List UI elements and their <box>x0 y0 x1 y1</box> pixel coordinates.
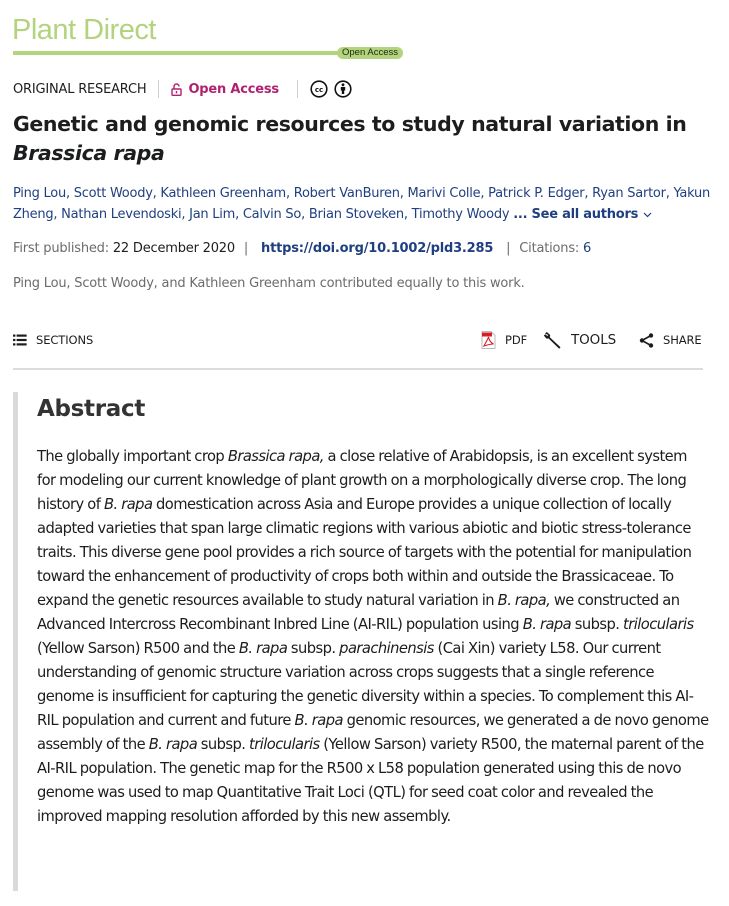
abstract-text-segment: (Yellow Sarson) R500 and the <box>37 640 239 657</box>
author-separator: , <box>181 207 190 222</box>
author-link[interactable]: Patrick P. Edger <box>488 186 585 201</box>
abstract-text-segment: domestication across Asia and Europe provides a unique collection of locally adapted varieties that span large climatic regions with various abiotic and biotic stress-tolerance traits. This diverse gene pool provides a rich source of targets with the potential for manipulation toward the enhancement of productivity of crops both within and outside the Brassicaceae. To expand the genetic resources available to study natural variation in <box>37 496 692 609</box>
pdf-button[interactable] <box>481 328 527 352</box>
chevron-down-icon[interactable] <box>643 212 652 218</box>
author-separator: , <box>66 186 74 201</box>
toolbar-divider <box>13 368 703 370</box>
author-separator: , <box>480 186 489 201</box>
abstract-italic-term: trilocularis <box>249 736 320 753</box>
divider <box>158 80 159 98</box>
author-separator: , <box>285 186 294 201</box>
sections-label: SECTIONS <box>36 333 94 347</box>
abstract-text-segment: (Cai Xin) variety L58. Our current understanding of genomic structure variation across crops suggests that a single reference genome is insufficient for capturing the genetic diversity within a species. To complement this AI-RIL population and current and future <box>37 640 694 729</box>
wrench-icon <box>543 331 562 350</box>
author-link[interactable]: Ping Lou <box>13 186 66 201</box>
creative-commons-icon[interactable] <box>310 80 328 98</box>
author-separator: , <box>152 186 161 201</box>
abstract-text <box>37 445 709 829</box>
tools-label: TOOLS <box>571 332 617 348</box>
abstract-text-segment: (Yellow Sarson) variety R500, the maternal parent of the AI-RIL population. The genetic map for the R500 x L58 population generated using this de novo genome was used to map Quantitative Trait Loci (QTL) for seed coat color and revealed the improved mapping resolution afforded by this new assembly. <box>37 736 704 825</box>
list-icon <box>13 334 27 346</box>
author-link[interactable]: Nathan Levendoski <box>61 207 182 222</box>
first-published-date: 22 December 2020 <box>112 241 235 256</box>
svg-text:cc: cc <box>314 85 324 94</box>
abstract-section <box>13 392 709 891</box>
pdf-label: PDF <box>505 333 528 347</box>
abstract-text-segment: a close relative of Arabidopsis, is an excellent system for modeling our current knowledge of plant growth on a morphologically diverse crop. The long history of <box>37 448 687 513</box>
abstract-italic-term: B. rapa <box>148 736 198 753</box>
abstract-italic-term: B. rapa, <box>497 592 551 609</box>
open-access-label: Open Access <box>188 81 279 97</box>
abstract-text-segment: genomic resources, we generated a de novo genome assembly of the <box>37 712 709 753</box>
divider <box>297 80 298 98</box>
journal-banner[interactable] <box>12 12 404 62</box>
abstract-italic-term: parachinensis <box>339 640 434 657</box>
author-link[interactable]: Calvin So <box>242 207 302 222</box>
abstract-heading: Abstract <box>37 396 146 422</box>
abstract-italic-term: B. rapa <box>522 616 572 633</box>
author-separator: , <box>235 207 243 222</box>
article-title-species: Brassica rapa <box>13 141 165 165</box>
author-link[interactable]: Kathleen Greenham <box>160 186 286 201</box>
author-link[interactable]: Jan Lim <box>189 207 236 222</box>
doi-link[interactable]: https://doi.org/10.1002/pld3.285 <box>261 241 494 256</box>
author-separator: , <box>399 186 408 201</box>
author-separator: , <box>584 186 593 201</box>
pdf-file-icon <box>481 331 496 349</box>
abstract-italic-term: B. rapa <box>103 496 153 513</box>
author-list <box>13 183 718 225</box>
open-access-link[interactable] <box>171 82 279 97</box>
attribution-icon[interactable] <box>334 80 352 98</box>
article-title <box>13 110 713 168</box>
see-all-authors-button[interactable]: ... See all authors <box>513 207 639 222</box>
contribution-note: Ping Lou, Scott Woody, and Kathleen Greenham contributed equally to this work. <box>13 276 525 291</box>
open-access-badge: Open Access <box>337 47 403 59</box>
first-published-label: First published: <box>13 241 109 256</box>
abstract-italic-term: B. rapa <box>294 712 343 729</box>
divider: | <box>243 241 249 256</box>
divider: | <box>506 241 511 256</box>
publication-info <box>13 239 591 259</box>
share-label: SHARE <box>663 333 702 347</box>
abstract-text-segment: we constructed an Advanced Intercross Recombinant Inbred Line (AI-RIL) population using <box>37 592 680 633</box>
author-link[interactable]: Marivi Colle <box>407 186 481 201</box>
abstract-text-segment: subsp. <box>287 640 340 657</box>
author-link[interactable]: Brian Stoveken <box>308 207 404 222</box>
author-link[interactable]: Timothy Woody <box>411 207 510 222</box>
abstract-text-segment: subsp. <box>571 616 624 633</box>
share-icon <box>639 333 654 348</box>
share-button[interactable] <box>639 328 702 352</box>
author-link[interactable]: Robert VanBuren <box>293 186 400 201</box>
sections-button[interactable] <box>13 328 93 352</box>
citations-count-link[interactable]: 6 <box>583 241 592 256</box>
banner-rule <box>13 51 343 55</box>
article-title-main: Genetic and genomic resources to study natural variation in <box>13 112 687 136</box>
license-icons[interactable] <box>310 80 352 98</box>
article-type: ORIGINAL RESEARCH <box>13 81 147 97</box>
tools-button[interactable] <box>543 328 616 352</box>
abstract-italic-term: trilocularis <box>623 616 694 633</box>
author-separator: , <box>403 207 412 222</box>
abstract-italic-term: Brassica rapa, <box>227 448 324 465</box>
author-link[interactable]: Scott Woody <box>73 186 153 201</box>
citations-label: Citations: <box>519 241 580 256</box>
author-link[interactable]: Yakun Zheng <box>13 186 710 222</box>
author-separator: , <box>665 186 674 201</box>
author-separator: , <box>301 207 309 222</box>
unlock-icon <box>171 83 182 96</box>
article-toolbar <box>13 328 703 352</box>
abstract-text-segment: The globally important crop <box>37 448 228 465</box>
journal-title[interactable]: Plant Direct <box>12 14 156 46</box>
abstract-italic-term: B. rapa <box>238 640 288 657</box>
abstract-text-segment: subsp. <box>197 736 250 753</box>
author-link[interactable]: Ryan Sartor <box>592 186 666 201</box>
author-separator: , <box>53 207 62 222</box>
article-meta-row <box>13 78 352 100</box>
